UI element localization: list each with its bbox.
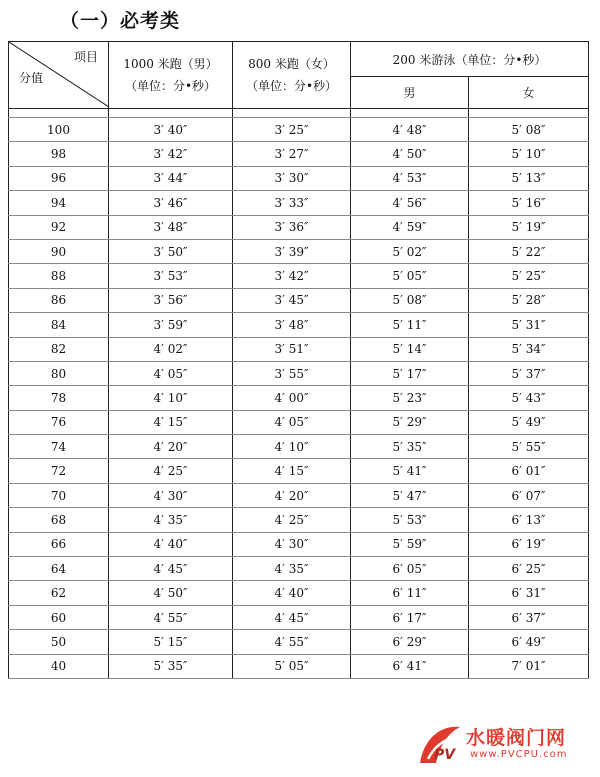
swim-female-cell: 5′ 22″ — [469, 239, 589, 263]
run-1000m-cell: 3′ 46″ — [109, 191, 233, 215]
swim-female-cell: 6′ 01″ — [469, 459, 589, 483]
table-row — [9, 191, 589, 215]
spacer-cell — [109, 109, 233, 118]
swim-female-cell: 5′ 10″ — [469, 142, 589, 166]
col-1000m-header — [109, 42, 233, 109]
table-row — [9, 313, 589, 337]
run-1000m-cell: 3′ 42″ — [109, 142, 233, 166]
col-800m-unit: （单位：分•秒） — [245, 79, 338, 93]
swim-female-cell: 6′ 07″ — [469, 483, 589, 507]
swim-female-cell: 5′ 43″ — [469, 386, 589, 410]
run-1000m-cell: 4′ 55″ — [109, 605, 233, 629]
swim-female-cell: 5′ 08″ — [469, 118, 589, 142]
score-cell: 62 — [9, 581, 109, 605]
col-200m-swim-header: 200 米游泳（单位：分•秒） — [351, 42, 589, 77]
swim-female-cell: 5′ 19″ — [469, 215, 589, 239]
score-cell: 78 — [9, 386, 109, 410]
run-800m-cell: 4′ 30″ — [233, 532, 351, 556]
spacer-cell — [233, 109, 351, 118]
col-1000m-unit: （单位：分•秒） — [124, 79, 217, 93]
run-1000m-cell: 5′ 35″ — [109, 654, 233, 678]
run-800m-cell: 3′ 27″ — [233, 142, 351, 166]
run-1000m-cell: 4′ 40″ — [109, 532, 233, 556]
swim-male-cell: 5′ 08″ — [351, 288, 469, 312]
swim-male-cell: 5′ 23″ — [351, 386, 469, 410]
table-row — [9, 361, 589, 385]
watermark-url: www.PVCPU.com — [470, 749, 568, 760]
score-cell: 92 — [9, 215, 109, 239]
score-cell: 84 — [9, 313, 109, 337]
run-800m-cell: 3′ 55″ — [233, 361, 351, 385]
col-swim-female-header: 女 — [469, 77, 589, 109]
swim-male-cell: 5′ 17″ — [351, 361, 469, 385]
swim-female-cell: 6′ 25″ — [469, 557, 589, 581]
score-cell: 96 — [9, 166, 109, 190]
table-row — [9, 557, 589, 581]
run-1000m-cell: 3′ 50″ — [109, 239, 233, 263]
svg-text:PV: PV — [434, 747, 456, 763]
table-row — [9, 410, 589, 434]
swim-female-cell: 5′ 28″ — [469, 288, 589, 312]
table-row — [9, 166, 589, 190]
swim-female-cell: 5′ 55″ — [469, 435, 589, 459]
score-cell: 68 — [9, 508, 109, 532]
run-800m-cell: 3′ 45″ — [233, 288, 351, 312]
swim-male-cell: 5′ 59″ — [351, 532, 469, 556]
table-row — [9, 142, 589, 166]
table-body — [9, 109, 589, 679]
swim-female-cell: 5′ 25″ — [469, 264, 589, 288]
spacer-cell — [9, 109, 109, 118]
swim-male-cell: 5′ 02″ — [351, 239, 469, 263]
table-row — [9, 630, 589, 654]
run-800m-cell: 3′ 36″ — [233, 215, 351, 239]
swim-male-cell: 5′ 14″ — [351, 337, 469, 361]
run-1000m-cell: 3′ 40″ — [109, 118, 233, 142]
table-row — [9, 118, 589, 142]
score-cell: 60 — [9, 605, 109, 629]
run-1000m-cell: 4′ 30″ — [109, 483, 233, 507]
swim-female-cell: 5′ 37″ — [469, 361, 589, 385]
run-800m-cell: 3′ 48″ — [233, 313, 351, 337]
run-800m-cell: 3′ 42″ — [233, 264, 351, 288]
score-cell: 86 — [9, 288, 109, 312]
run-1000m-cell: 4′ 45″ — [109, 557, 233, 581]
table-row — [9, 459, 589, 483]
col-1000m-title: 1000 米跑（男） — [123, 57, 218, 71]
diagonal-header-cell — [9, 42, 109, 109]
score-cell: 82 — [9, 337, 109, 361]
run-1000m-cell: 3′ 53″ — [109, 264, 233, 288]
spacer-cell — [469, 109, 589, 118]
table-row — [9, 654, 589, 678]
table-row — [9, 435, 589, 459]
swim-female-cell: 5′ 13″ — [469, 166, 589, 190]
run-800m-cell: 4′ 10″ — [233, 435, 351, 459]
watermark — [414, 719, 594, 771]
swim-male-cell: 4′ 56″ — [351, 191, 469, 215]
watermark-text: 水暖阀门网 — [466, 727, 567, 749]
item-label: 项目 — [73, 50, 98, 64]
col-800m-header — [233, 42, 351, 109]
run-1000m-cell: 3′ 44″ — [109, 166, 233, 190]
run-1000m-cell: 3′ 56″ — [109, 288, 233, 312]
swim-male-cell: 5′ 47″ — [351, 483, 469, 507]
run-1000m-cell: 4′ 20″ — [109, 435, 233, 459]
score-cell: 100 — [9, 118, 109, 142]
swim-female-cell: 6′ 37″ — [469, 605, 589, 629]
swim-male-cell: 5′ 53″ — [351, 508, 469, 532]
run-800m-cell: 4′ 55″ — [233, 630, 351, 654]
run-1000m-cell: 4′ 05″ — [109, 361, 233, 385]
run-800m-cell: 4′ 45″ — [233, 605, 351, 629]
swim-male-cell: 4′ 50″ — [351, 142, 469, 166]
score-cell: 50 — [9, 630, 109, 654]
run-800m-cell: 5′ 05″ — [233, 654, 351, 678]
swim-female-cell: 5′ 34″ — [469, 337, 589, 361]
swim-male-cell: 4′ 48″ — [351, 118, 469, 142]
swim-male-cell: 5′ 41″ — [351, 459, 469, 483]
score-cell: 64 — [9, 557, 109, 581]
score-cell: 74 — [9, 435, 109, 459]
table-row — [9, 581, 589, 605]
run-800m-cell: 3′ 39″ — [233, 239, 351, 263]
run-800m-cell: 4′ 00″ — [233, 386, 351, 410]
swim-male-cell: 5′ 05″ — [351, 264, 469, 288]
run-800m-cell: 4′ 35″ — [233, 557, 351, 581]
score-cell: 98 — [9, 142, 109, 166]
col-swim-male-header: 男 — [351, 77, 469, 109]
swim-female-cell: 6′ 31″ — [469, 581, 589, 605]
swim-male-cell: 6′ 29″ — [351, 630, 469, 654]
swim-male-cell: 5′ 29″ — [351, 410, 469, 434]
table-row — [9, 605, 589, 629]
run-1000m-cell: 4′ 35″ — [109, 508, 233, 532]
table-row — [9, 386, 589, 410]
score-cell: 80 — [9, 361, 109, 385]
swim-male-cell: 5′ 11″ — [351, 313, 469, 337]
run-800m-cell: 4′ 05″ — [233, 410, 351, 434]
run-1000m-cell: 4′ 50″ — [109, 581, 233, 605]
table-row — [9, 288, 589, 312]
pv-logo-icon — [414, 719, 466, 771]
col-800m-title: 800 米跑（女） — [248, 57, 335, 71]
score-label: 分值 — [19, 71, 44, 85]
swim-male-cell: 6′ 41″ — [351, 654, 469, 678]
score-cell: 40 — [9, 654, 109, 678]
table-row — [9, 239, 589, 263]
swim-female-cell: 7′ 01″ — [469, 654, 589, 678]
swim-female-cell: 6′ 13″ — [469, 508, 589, 532]
run-800m-cell: 3′ 30″ — [233, 166, 351, 190]
swim-female-cell: 6′ 19″ — [469, 532, 589, 556]
swim-female-cell: 5′ 31″ — [469, 313, 589, 337]
table-row — [9, 483, 589, 507]
spacer-cell — [351, 109, 469, 118]
run-800m-cell: 3′ 33″ — [233, 191, 351, 215]
table-row — [9, 215, 589, 239]
table-row — [9, 264, 589, 288]
table-row — [9, 508, 589, 532]
score-cell: 76 — [9, 410, 109, 434]
run-800m-cell: 4′ 25″ — [233, 508, 351, 532]
run-800m-cell: 3′ 25″ — [233, 118, 351, 142]
swim-female-cell: 6′ 49″ — [469, 630, 589, 654]
swim-female-cell: 5′ 49″ — [469, 410, 589, 434]
swim-female-cell: 5′ 16″ — [469, 191, 589, 215]
score-cell: 90 — [9, 239, 109, 263]
score-cell: 72 — [9, 459, 109, 483]
run-1000m-cell: 4′ 02″ — [109, 337, 233, 361]
swim-male-cell: 6′ 17″ — [351, 605, 469, 629]
run-800m-cell: 4′ 40″ — [233, 581, 351, 605]
swim-male-cell: 5′ 35″ — [351, 435, 469, 459]
score-cell: 70 — [9, 483, 109, 507]
run-1000m-cell: 4′ 25″ — [109, 459, 233, 483]
table-row — [9, 337, 589, 361]
score-cell: 94 — [9, 191, 109, 215]
score-cell: 88 — [9, 264, 109, 288]
run-800m-cell: 3′ 51″ — [233, 337, 351, 361]
swim-male-cell: 4′ 53″ — [351, 166, 469, 190]
run-1000m-cell: 3′ 59″ — [109, 313, 233, 337]
run-1000m-cell: 5′ 15″ — [109, 630, 233, 654]
run-1000m-cell: 4′ 10″ — [109, 386, 233, 410]
score-cell: 66 — [9, 532, 109, 556]
swim-male-cell: 4′ 59″ — [351, 215, 469, 239]
run-1000m-cell: 4′ 15″ — [109, 410, 233, 434]
score-table — [8, 41, 589, 679]
run-800m-cell: 4′ 20″ — [233, 483, 351, 507]
run-800m-cell: 4′ 15″ — [233, 459, 351, 483]
swim-male-cell: 6′ 05″ — [351, 557, 469, 581]
spacer-row — [9, 109, 589, 118]
run-1000m-cell: 3′ 48″ — [109, 215, 233, 239]
table-row — [9, 532, 589, 556]
page-title: （一）必考类 — [60, 10, 181, 32]
swim-male-cell: 6′ 11″ — [351, 581, 469, 605]
